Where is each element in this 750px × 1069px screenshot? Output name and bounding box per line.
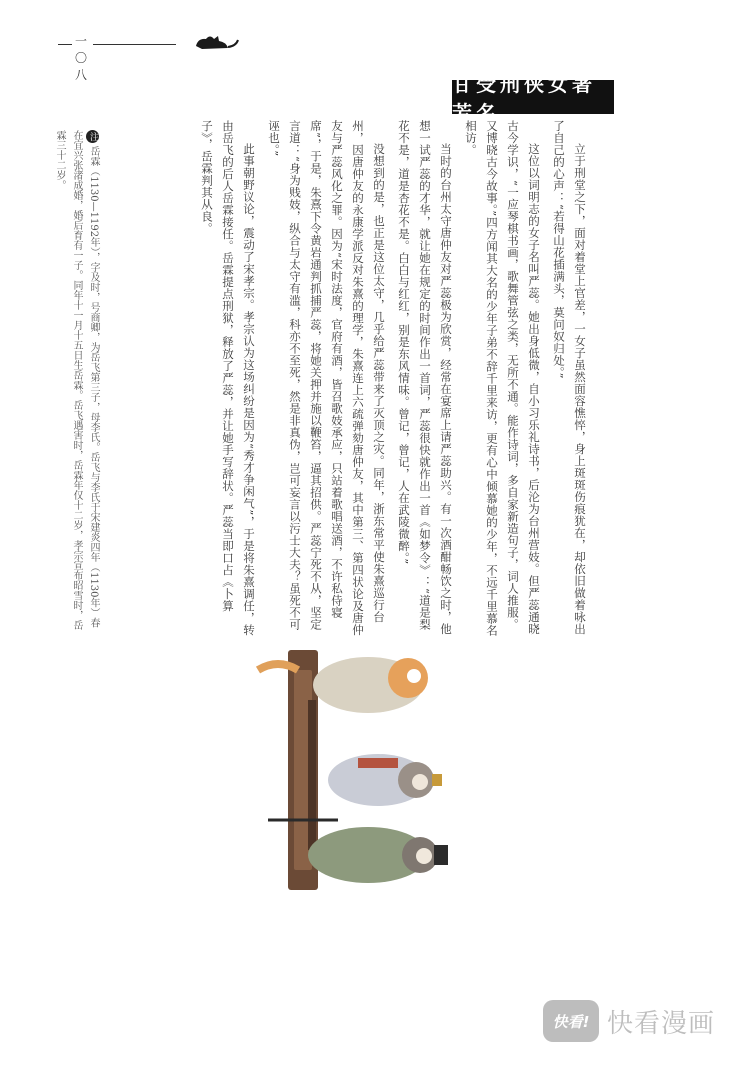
footnote-text: 岳霖（1130—1192年），字及时，号商卿，为岳飞第三子，母李氏。岳飞与李氏于宋建炎四年（1130年）春在宜兴张渚成婚，婚后育有一子。同年十一月十五日生岳霖。岳飞遇害时，岳霖年仅十二岁，孝宗宣布昭雪时，岳霖三十二岁。: [54, 130, 99, 630]
watermark-text: 快看漫画: [607, 1008, 716, 1039]
paragraph: 当时的台州太守唐仲友对严蕊极为欣赏，经常在宴席上请严蕊助兴。有一次酒酣畅饮之时，他想一试严蕊的才华，就让她在规定的时间作出一首词，严蕊很快就作出一首《如梦令》：“道是梨花不是，道是杏花不是。白白与红红，别是东风情味。曾记，曾记，人在武陵微醉。”: [397, 120, 453, 635]
footnote: [54, 130, 102, 630]
footnote-mark: 注: [88, 132, 98, 141]
paragraph: 立于刑堂之下，面对着堂上官差，一女子虽然面容憔悴，身上斑斑伤痕犹在，却依旧做着咏出了自己的心声：“若得山花插满头，莫问奴归处。”: [552, 120, 587, 635]
paragraph: 这位以词明志的女子名叫严蕊。她出身低微，自小习乐礼诗书，后沦为台州营妓。但严蕊通晓古今学识，“一应琴棋书画，歌舞管弦之类，无所不通。能作诗词，多自家新造句子，词人推服。又博晓古今故事。”四方闻其大名的少年子弟不辞千里来访，更有心中倾慕她的少年，不远千里慕名相访。: [464, 120, 541, 637]
article-body: [110, 120, 590, 640]
cat-icon: [190, 30, 240, 52]
watermark-badge: 快看!: [543, 1000, 599, 1042]
paragraph: 没想到的是，也正是这位太守，几乎给严蕊带来了灭顶之灾。同年，浙东常平使朱熹巡行台州，因唐仲友的永康学派反对朱熹的理学，朱熹连上六疏弹劾唐仲友，其中第三、第四状论及唐仲友与严蕊风化之罪。因为“宋时法度，官府有酒，皆召歌妓承应，只站着歌唱送酒，不许私侍寝席”，于是，朱熹下令黄岩通判抓捕严蕊，将她关押并施以鞭笞，逼其招供。严蕊宁死不从，坚定言道：“身为贱妓，纵合与太守有滥，科亦不至死，然是非真伪，岂可妄言以污士大夫？虽死不可诬也。”: [267, 120, 386, 636]
page-number: 一〇八: [72, 32, 93, 83]
paragraph: 此事朝野议论，震动了宋孝宗。孝宗认为这场纠纷是因为“秀才争闲气”，于是将朱熹调任，转由岳飞的后人岳霖接任。岳霖提点刑狱，释放了严蕊，并让她手写辞状。严蕊当即口占《卜算子》，岳霖判其从良。: [200, 120, 256, 636]
watermark: [543, 1000, 715, 1042]
cats-courtroom-illustration: [248, 640, 458, 900]
section-title: 甘受刑侠女著芳名: [452, 80, 614, 114]
